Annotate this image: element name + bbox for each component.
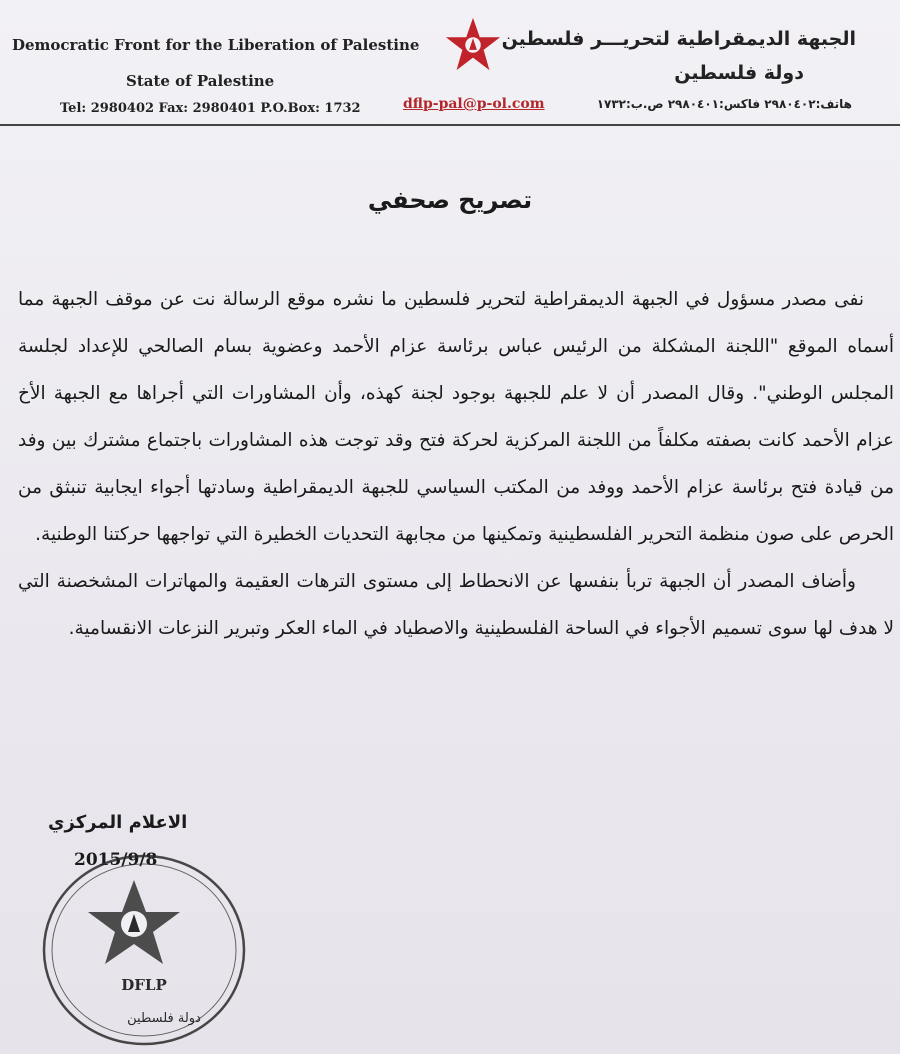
org-name-arabic: الجبهة الديمقراطية لتحريـــر فلسطين <box>501 28 856 50</box>
contact-english: Tel: 2980402 Fax: 2980401 P.O.Box: 1732 <box>60 101 361 116</box>
official-stamp-icon <box>40 852 248 1048</box>
letterhead-divider <box>0 124 900 126</box>
document-body <box>18 276 894 652</box>
state-arabic: دولة فلسطين <box>674 62 804 84</box>
email-link[interactable]: dflp-pal@p-ol.com <box>403 96 545 112</box>
org-name-english: Democratic Front for the Liberation of Palestine <box>12 36 420 54</box>
document-title: تصريح صحفي <box>367 186 533 214</box>
stamp-bottom-text: دولة فلسطين <box>127 1011 201 1026</box>
contact-arabic: هاتف:٢٩٨٠٤٠٢ فاكس:٢٩٨٠٤٠١ ص.ب:١٧٣٢ <box>596 97 852 111</box>
document-date: 2015/9/8 <box>74 850 158 870</box>
letterhead <box>0 0 900 130</box>
star-emblem-icon <box>444 16 502 74</box>
state-english: State of Palestine <box>126 72 275 90</box>
paragraph-1: نفى مصدر مسؤول في الجبهة الديمقراطية لتحرير فلسطين ما نشره موقع الرسالة نت عن موقف الجبهة مما أسماه الموقع "اللجنة المشكلة من الرئيس عباس برئاسة عزام الأحمد وعضوية بسام الصالحي للإعداد لجلسة المجلس الوطني". وقال المصدر أن لا علم للجبهة بوجود لجنة كهذه، وأن المشاورات التي أجراها مع الجبهة الأخ عزام الأحمد كانت بصفته مكلفاً من اللجنة المركزية لحركة فتح وقد توجت هذه المشاورات باجتماع مشترك بين وفد من قيادة فتح برئاسة عزام الأحمد ووفد من المكتب السياسي للجبهة الديمقراطية وسادتها أجواء ايجابية تنبثق من الحرص على صون منظمة التحرير الفلسطينية وتمكينها من مجابهة التحديات الخطيرة التي تواجهها حركتنا الوطنية. <box>18 289 894 545</box>
stamp-abbr: DFLP <box>121 976 167 994</box>
paragraph-2: وأضاف المصدر أن الجبهة تربأ بنفسها عن الانحطاط إلى مستوى الترهات العقيمة والمهاترات المشخصنة التي لا هدف لها سوى تسميم الأجواء في الساحة الفلسطينية والاصطياد في الماء العكر وتبرير النزعات الانقسامية. <box>18 571 894 639</box>
signature: الاعلام المركزي <box>48 812 188 833</box>
